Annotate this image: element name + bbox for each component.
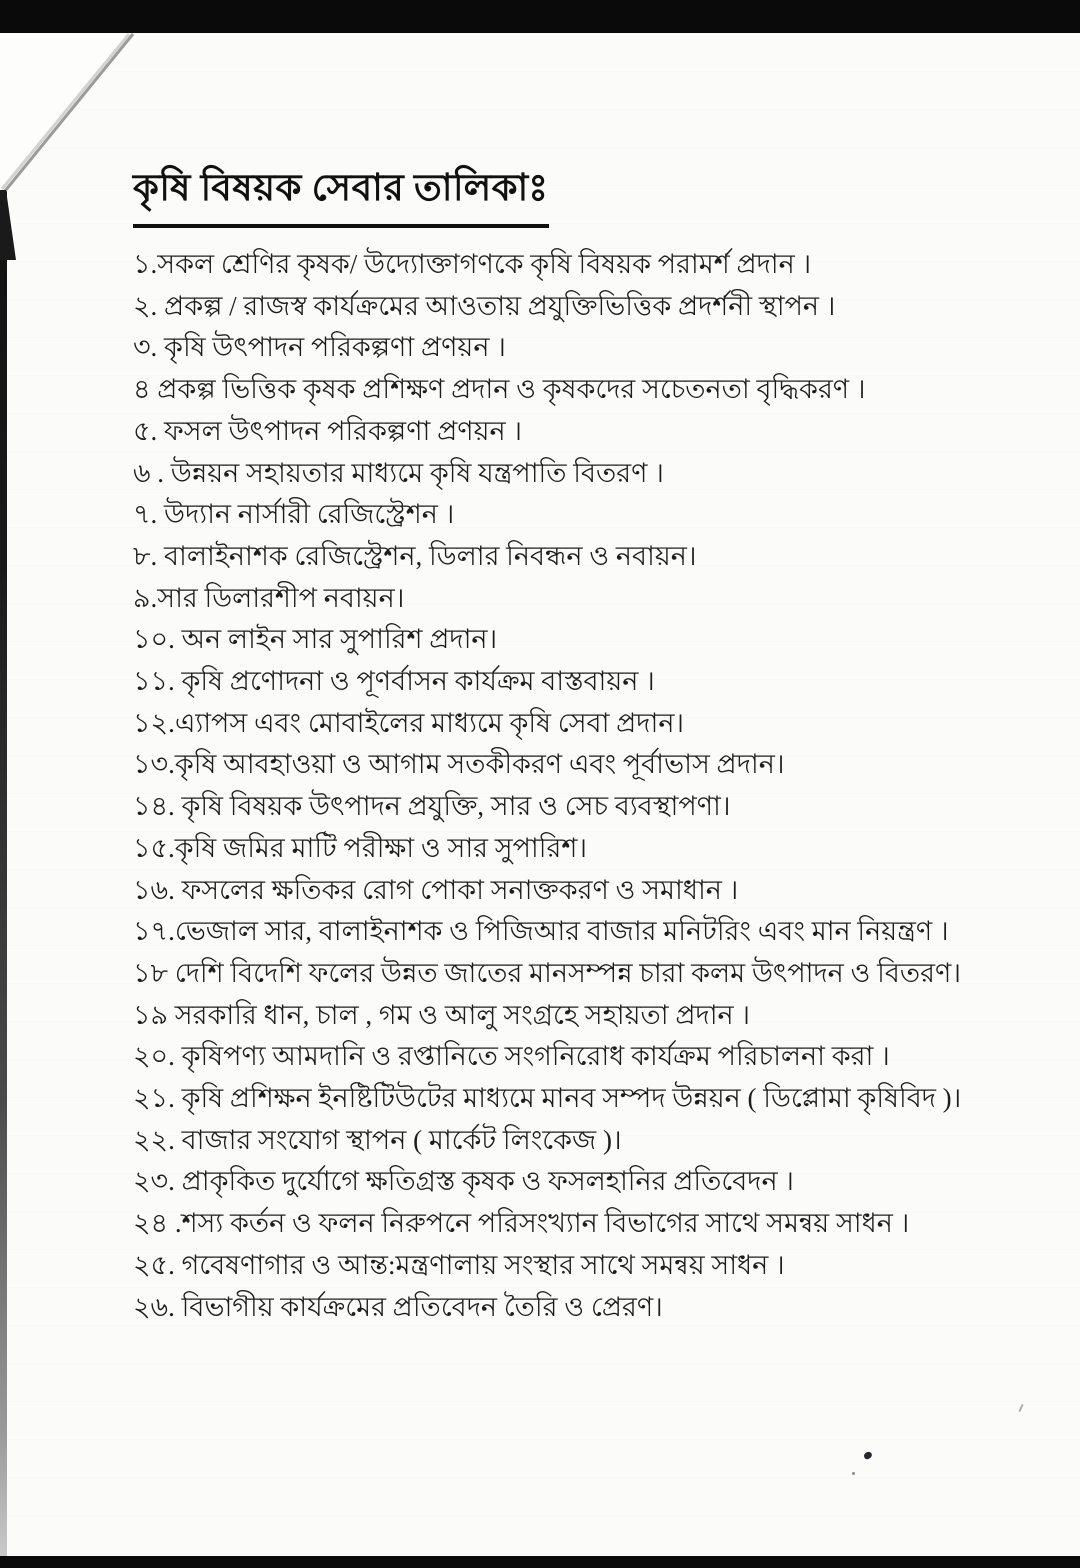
list-item: ৯.সার ডিলারশীপ নবায়ন।	[133, 582, 405, 613]
list-item: ২৬. বিভাগীয় কার্যক্রমের প্রতিবেদন তৈরি ও প্রেরণ।	[133, 1291, 663, 1322]
service-list	[133, 244, 1033, 1328]
document-content	[133, 158, 1033, 1328]
list-item: ২২. বাজার সংযোগ স্থাপন ( মার্কেট লিংকেজ )।	[133, 1124, 622, 1155]
list-item: ১৩.কৃষি আবহাওয়া ও আগাম সতকীকরণ এবং পূর্বাভাস প্রদান।	[133, 749, 785, 780]
list-item: ২১. কৃষি প্রশিক্ষন ইনষ্টিটিউটের মাধ্যমে মানব সম্পদ উন্নয়ন ( ডিপ্লোমা কৃষিবিদ )।	[133, 1083, 962, 1114]
list-item: ২৩. প্রাকৃকিত দুর্যোগে ক্ষতিগ্রস্ত কৃষক ও ফসলহানির প্রতিবেদন ।	[133, 1166, 794, 1197]
scan-edge-bottom	[0, 1556, 1080, 1568]
list-item: ১৪. কৃষি বিষয়ক উৎপাদন প্রযুক্তি, সার ও সেচ ব্যবস্থাপণা।	[133, 791, 731, 822]
list-item: ৬ . উন্নয়ন সহায়তার মাধ্যমে কৃষি যন্ত্রপাতি বিতরণ ।	[133, 457, 664, 488]
list-item: ৩. কৃষি উৎপাদন পরিকল্পণা প্রণয়ন ।	[133, 332, 506, 363]
scan-edge-left	[0, 33, 7, 1556]
list-item: ২. প্রকল্প / রাজস্ব কার্যক্রমের আওতায় প্রযুক্তিভিত্তিক প্রদর্শনী স্থাপন ।	[133, 290, 836, 321]
list-item: ৫. ফসল উৎপাদন পরিকল্পণা প্রণয়ন ।	[133, 415, 523, 446]
document-title: কৃষি বিষয়ক সেবার তালিকাঃ	[133, 158, 549, 228]
list-item: ৮. বালাইনাশক রেজিস্ট্রেশন, ডিলার নিবন্ধন ও নবায়ন।	[133, 540, 697, 571]
list-item: ৭. উদ্যান নার্সারী রেজিস্ট্রেশন ।	[133, 499, 455, 530]
list-item: ১৭.ভেজাল সার, বালাইনাশক ও পিজিআর বাজার মনিটরিং এবং মান নিয়ন্ত্রণ ।	[133, 916, 949, 947]
scan-speck	[852, 1472, 855, 1475]
list-item: ৪ প্রকল্প ভিত্তিক কৃষক প্রশিক্ষণ প্রদান ও কৃষকদের সচেতনতা বৃদ্ধিকরণ ।	[133, 374, 866, 405]
list-item: ১৯ সরকারি ধান, চাল , গম ও আলু সংগ্রহে সহায়তা প্রদান ।	[133, 999, 751, 1030]
list-item: ২৫. গবেষণাগার ও আন্ত:মন্ত্রণালায় সংস্থার সাথে সমন্বয় সাধন ।	[133, 1249, 785, 1280]
list-item: ১.সকল শ্রেণির কৃষক/ উদ্যোক্তাগণকে কৃষি বিষয়ক পরামর্শ প্রদান ।	[133, 249, 812, 279]
list-item: ১৮ দেশি বিদেশি ফলের উন্নত জাতের মানসম্পন্ন চারা কলম উৎপাদন ও বিতরণ।	[133, 957, 962, 988]
scan-edge-top	[0, 0, 1080, 33]
list-item: ১২.এ্যাপস এবং মোবাইলের মাধ্যমে কৃষি সেবা প্রদান।	[133, 707, 685, 738]
list-item: ২৪ .শস্য কর্তন ও ফলন নিরুপনে পরিসংখ্যান বিভাগের সাথে সমন্বয় সাধন ।	[133, 1208, 910, 1239]
list-item: ১৬. ফসলের ক্ষতিকর রোগ পোকা সনাক্তকরণ ও সমাধান ।	[133, 874, 739, 905]
list-item: ১৫.কৃষি জমির মাটি পরীক্ষা ও সার সুপারিশ।	[133, 832, 587, 863]
list-item: ২০. কৃষিপণ্য আমদানি ও রপ্তানিতে সংগনিরোধ কার্যক্রম পরিচালনা করা ।	[133, 1041, 890, 1072]
list-item: ১০. অন লাইন সার সুপারিশ প্রদান।	[133, 624, 498, 655]
list-item: ১১. কৃষি প্রণোদনা ও পূণর্বাসন কার্যক্রম বাস্তবায়ন ।	[133, 666, 655, 697]
